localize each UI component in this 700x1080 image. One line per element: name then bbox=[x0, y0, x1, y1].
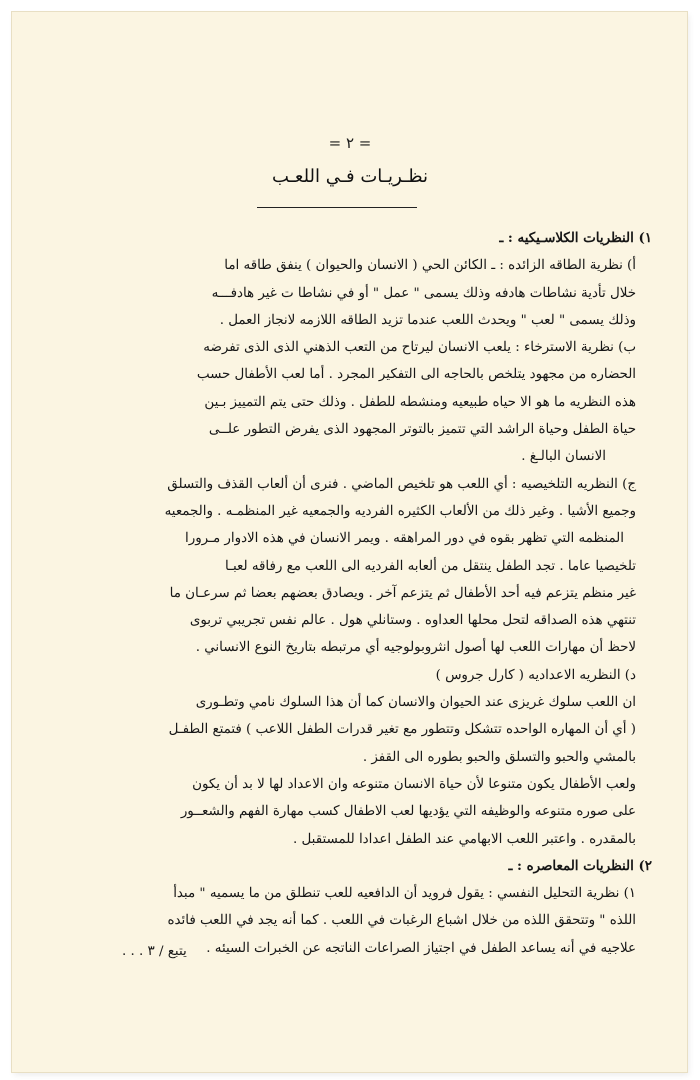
text-line: د) النظريه الاعداديه ( كارل جروس ) bbox=[435, 667, 636, 683]
text-line: وجميع الأشيا . وغير ذلك من الألعاب الكثيره الفرديه والجمعيه غير المنظمـه . والجمعيه bbox=[164, 503, 636, 519]
text-line: خلال تأدية نشاطات هادفه وذلك يسمى " عمل " أو في نشاطا ت غير هادفـــه bbox=[211, 285, 636, 301]
text-line: اللذه " وتتحقق اللذه من خلال اشباع الرغبات في اللعب . كما أنه يجد في اللعب فائده bbox=[167, 913, 636, 929]
text-line: لاحظ أن مهارات اللعب لها أصول انثروبولوجيه أي مرتبطه بتاريخ النوع الانساني . bbox=[195, 640, 636, 656]
text-line: تلخيصيا عاما . تجد الطفل ينتقل من ألعابه الفرديه الى اللعب مع رفاقه لعبـا bbox=[225, 558, 636, 574]
text-line: ان اللعب سلوك غريزى عند الحيوان والانسان كما أن هذا السلوك نامي وتطـورى bbox=[195, 695, 636, 711]
text-line: ب) نظرية الاسترخاء : يلعب الانسان ليرتاح من التعب الذهني الذى الذى تفرضه bbox=[203, 340, 636, 356]
section-heading: ٢) النظريات المعاصره : ـ bbox=[508, 857, 652, 874]
text-line: أ) نظرية الطاقه الزائده : ـ الكائن الحي ( الانسان والحيوان ) ينفق طاقه اما bbox=[224, 258, 636, 274]
text-line: ( أي أن المهاره الواحده تتشكل وتتطور مع تغير قدرات الطفل اللاعب ) فتمتع الطفـل bbox=[168, 722, 636, 738]
text-line: حياة الطفل وحياة الراشد التي تتميز بالتوتر المجهود الذى يفرض التطور علــى bbox=[208, 422, 636, 438]
text-line: ولعب الأطفال يكون متنوعا لأن حياة الانسان متنوعه وان الاعداد لها لا بد أن يكون bbox=[192, 776, 636, 792]
continuation-note: يتبع / ٣ . . . bbox=[122, 944, 187, 959]
text-line: بالمشي والحبو والتسلق والحبو بطوره الى القفز . bbox=[362, 749, 636, 765]
text-line: المنظمه التي تظهر بقوه في دور المراهقه . ويمر الانسان في هذه الادوار مـرورا bbox=[185, 531, 624, 547]
text-line: الانسان البالـغ . bbox=[521, 449, 606, 465]
text-line: تنتهي هذه الصداقه لتحل محلها العداوه . وستانلي هول . عالم نفس تجريبي تربوى bbox=[189, 613, 636, 629]
section-heading: ١) النظريات الكلاسـيكيه : ـ bbox=[499, 230, 652, 246]
body-text bbox=[40, 225, 652, 962]
page-number: = ٢ = bbox=[328, 134, 372, 152]
text-line: الحضاره من مجهود يتلخص بالحاجه الى التفكير المجرد . أما لعب الأطفال حسب bbox=[196, 367, 636, 383]
title-underline bbox=[257, 207, 417, 208]
text-line: وذلك يسمى " لعب " ويحدث اللعب عندما تزيد الطاقه اللازمه لانجاز العمل . bbox=[219, 312, 636, 328]
text-line: ج) النظريه التلخيصيه : أي اللعب هو تلخيص الماضي . فنرى أن ألعاب القذف والتسلق bbox=[167, 476, 636, 492]
text-line: على صوره متنوعه والوظيفه التي يؤديها لعب الاطفال كسب مهارة الفهم والشعــور bbox=[180, 804, 636, 820]
page-title: نظـريـات فـي اللعـب bbox=[271, 166, 429, 187]
text-line: ١) نظرية التحليل النفسي : يقول فرويد أن الدافعيه للعب تنطلق من ما يسميه " مبدأ bbox=[173, 886, 636, 902]
text-line: هذه النظريه ما هو الا حياه طبيعيه ومنشطه للطفل . وذلك حتى يتم التمييز بـين bbox=[204, 394, 636, 410]
text-line: علاجيه في أنه يساعد الطفل في اجتياز الصراعات الناتجه عن الخبرات السيئه . bbox=[206, 940, 636, 956]
text-line: غير منظم يتزعم فيه أحد الأطفال ثم يتزعم آخر . ويصادق بعضهم بعضا ثم سرعـان ما bbox=[169, 585, 636, 601]
text-line: بالمقدره . واعتبر اللعب الابهامي عند الطفل اعدادا للمستقبل . bbox=[293, 831, 636, 847]
